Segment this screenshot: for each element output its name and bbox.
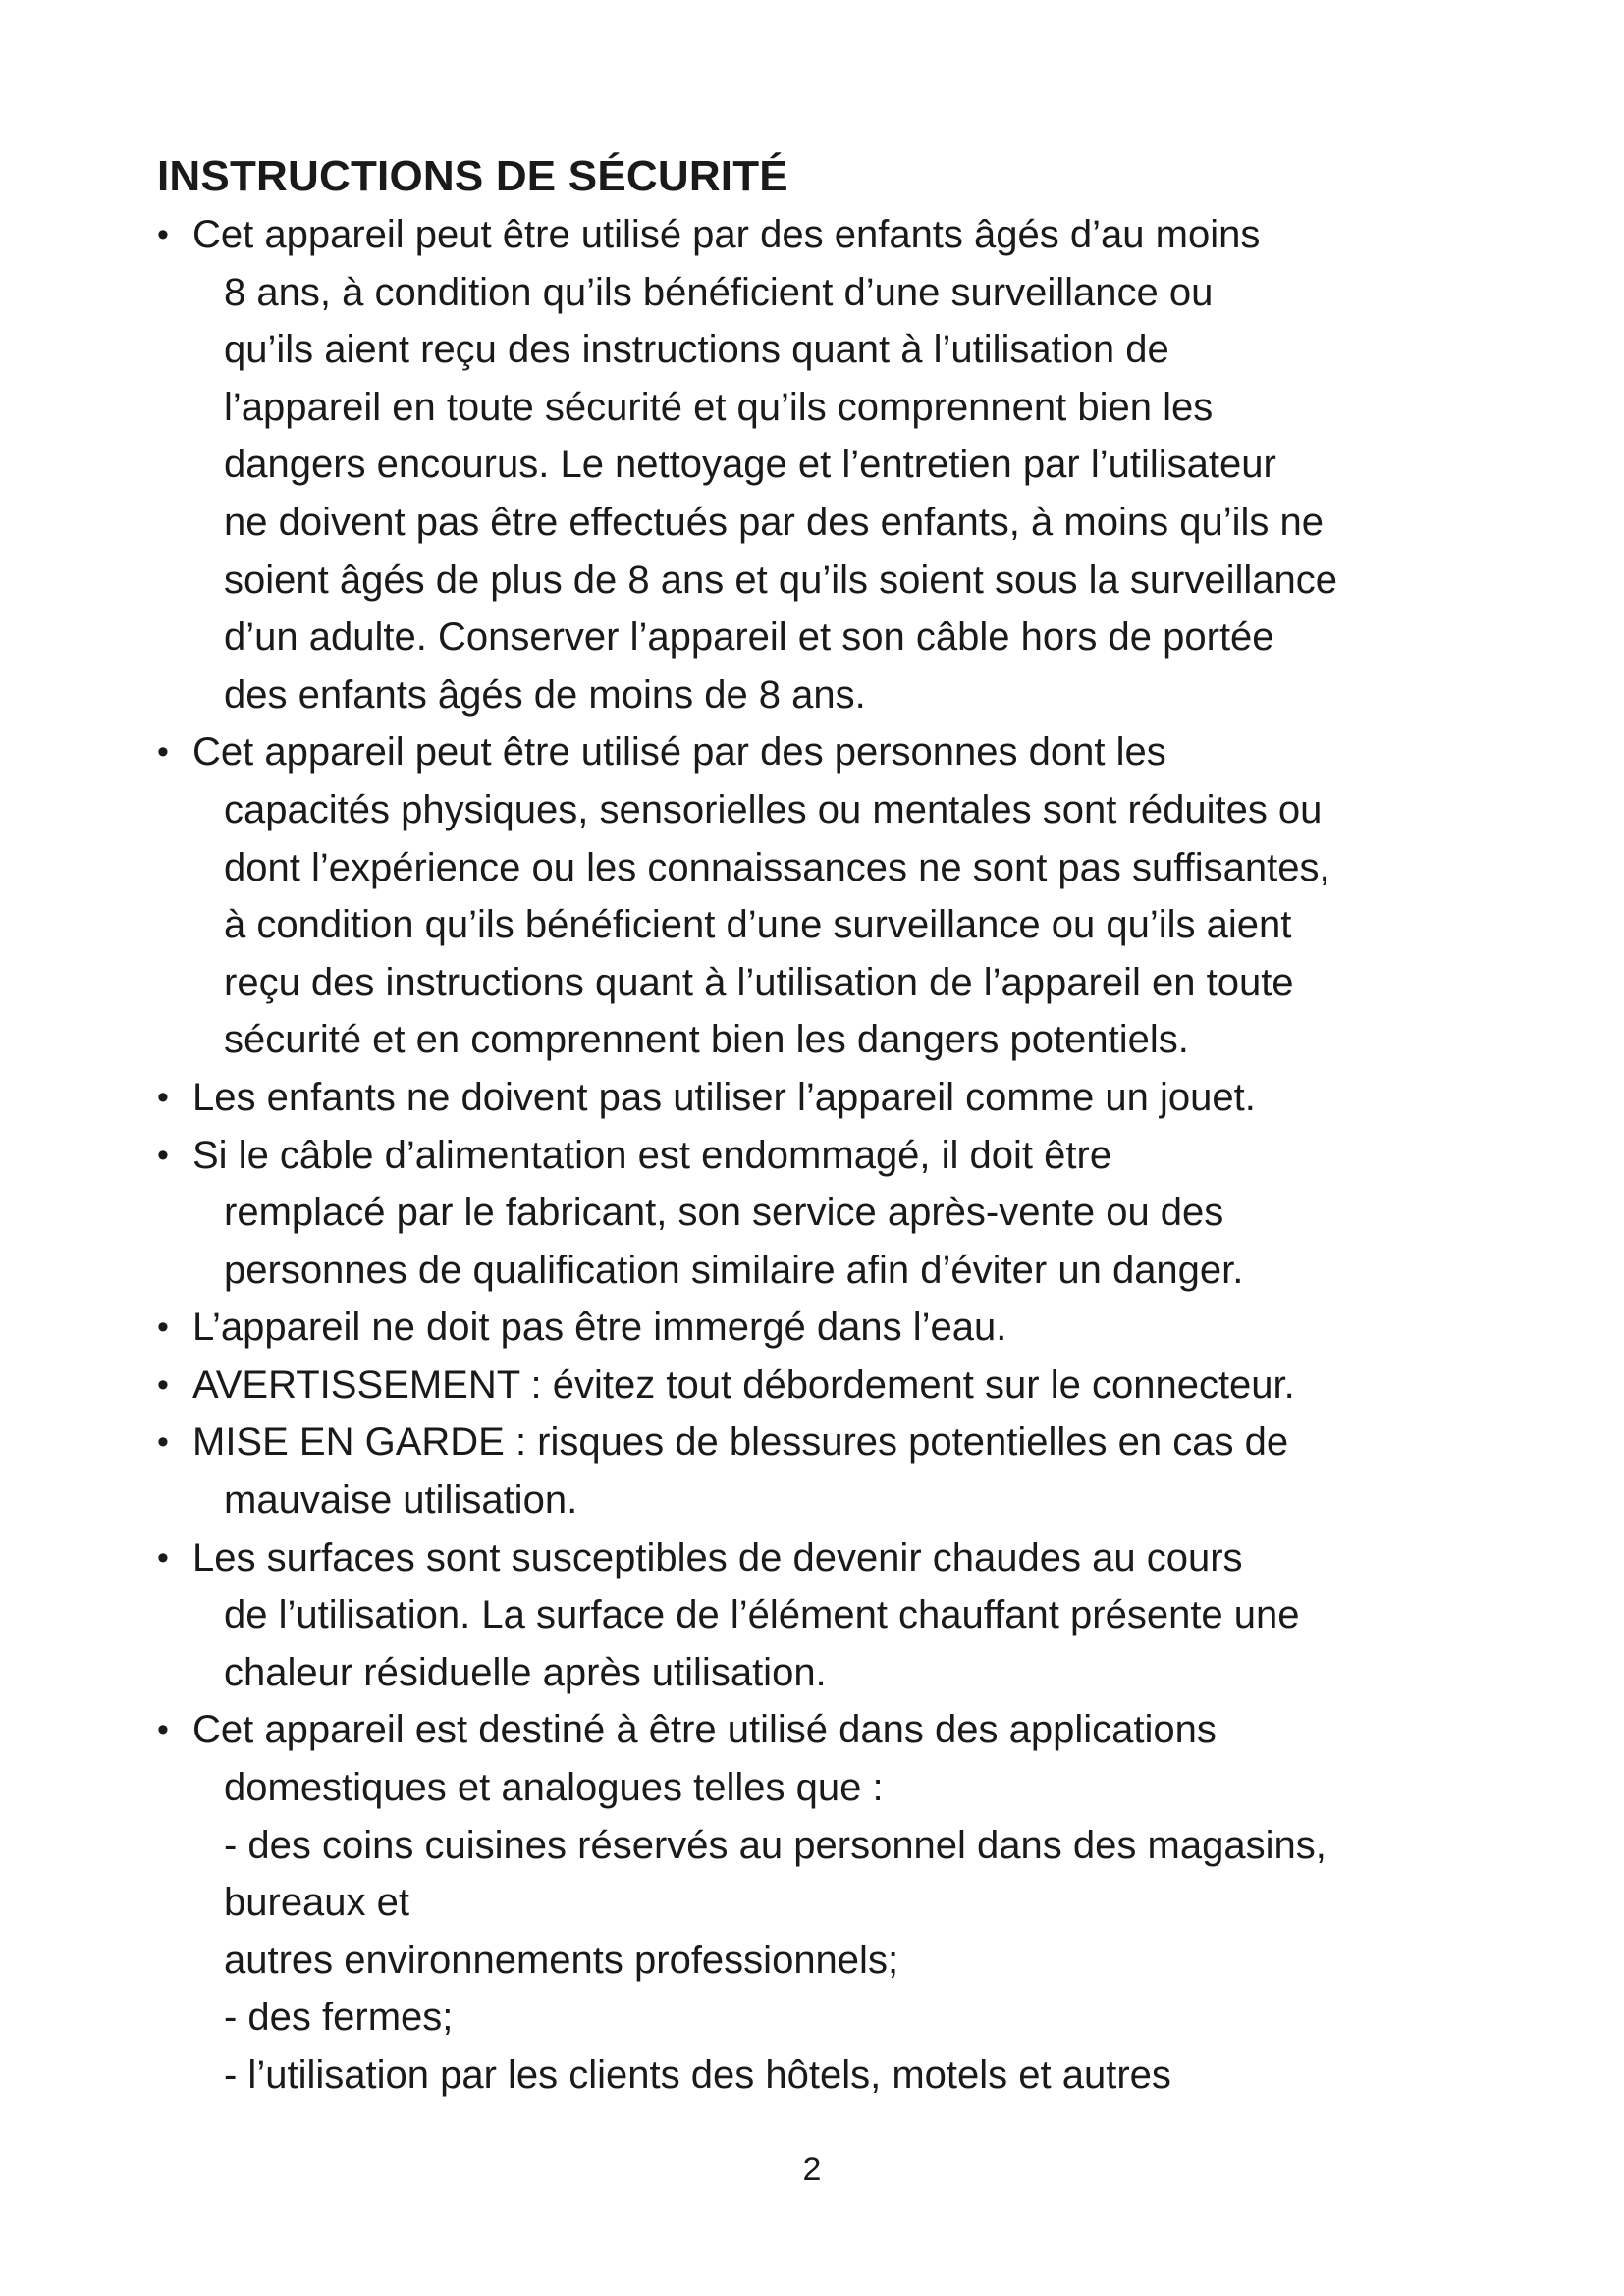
- text-line: personnes de qualification similaire afin d’éviter un danger.: [224, 1248, 1244, 1292]
- text-line: capacités physiques, sensorielles ou mentales sont réduites ou: [224, 787, 1323, 831]
- text-line: bureaux et: [224, 1881, 410, 1925]
- bullet-icon: •: [157, 1711, 169, 1749]
- text-line: AVERTISSEMENT : évitez tout débordement sur le connecteur.: [192, 1362, 1295, 1407]
- list-item: [157, 1127, 1492, 1300]
- list-item: [157, 1414, 1492, 1528]
- text-line: 8 ans, à condition qu’ils bénéficient d’une surveillance ou: [224, 270, 1214, 314]
- text-line: domestiques et analogues telles que :: [224, 1766, 884, 1810]
- list-item: [157, 1357, 1492, 1415]
- text-line: d’un adulte. Conserver l’appareil et son câble hors de portée: [224, 615, 1274, 660]
- bullet-icon: •: [157, 1423, 169, 1462]
- text-line: - l’utilisation par les clients des hôtels, motels et autres: [224, 2054, 1171, 2097]
- text-line: Les enfants ne doivent pas utiliser l’appareil comme un jouet.: [192, 1075, 1256, 1119]
- safety-instructions-list: [157, 206, 1492, 2105]
- text-line: dont l’expérience ou les connaissances ne sont pas suffisantes,: [224, 845, 1330, 889]
- text-line: l’appareil en toute sécurité et qu’ils comprennent bien les: [224, 385, 1214, 429]
- text-line: des enfants âgés de moins de 8 ans.: [224, 672, 866, 717]
- section-heading: INSTRUCTIONS DE SÉCURITÉ: [157, 152, 788, 200]
- bullet-icon: •: [157, 1308, 169, 1347]
- bullet-icon: •: [157, 1136, 169, 1174]
- text-line: MISE EN GARDE : risques de blessures potentielles en cas de: [192, 1420, 1289, 1465]
- list-item: [157, 1299, 1492, 1357]
- text-line: Si le câble d’alimentation est endommagé, il doit être: [192, 1133, 1112, 1177]
- page-number: 2: [802, 2151, 822, 2188]
- bullet-icon: •: [157, 1078, 169, 1116]
- text-line: ne doivent pas être effectués par des enfants, à moins qu’ils ne: [224, 500, 1324, 544]
- text-line: Cet appareil peut être utilisé par des personnes dont les: [192, 730, 1166, 774]
- text-line: Cet appareil est destiné à être utilisé dans des applications: [192, 1708, 1217, 1752]
- bullet-icon: •: [157, 1365, 169, 1404]
- list-item: [157, 206, 1492, 723]
- text-line: autres environnements professionnels;: [224, 1938, 899, 1982]
- list-item: [157, 1529, 1492, 1702]
- list-item: [157, 1069, 1492, 1127]
- text-line: - des fermes;: [224, 1996, 454, 2040]
- text-line: mauvaise utilisation.: [224, 1478, 578, 1522]
- text-line: chaleur résiduelle après utilisation.: [224, 1650, 827, 1694]
- text-line: remplacé par le fabricant, son service après-vente ou des: [224, 1191, 1224, 1235]
- text-line: L’appareil ne doit pas être immergé dans l’eau.: [192, 1306, 1007, 1350]
- text-line: sécurité et en comprennent bien les dangers potentiels.: [224, 1018, 1189, 1062]
- bullet-icon: •: [157, 733, 169, 772]
- text-line: Cet appareil peut être utilisé par des enfants âgés d’au moins: [192, 213, 1261, 256]
- text-line: dangers encourus. Le nettoyage et l’entretien par l’utilisateur: [224, 443, 1276, 487]
- bullet-icon: •: [157, 216, 169, 253]
- text-line: - des coins cuisines réservés au personnel dans des magasins,: [224, 1823, 1326, 1867]
- document-page: [157, 147, 1492, 2105]
- list-item: [157, 723, 1492, 1069]
- text-line: qu’ils aient reçu des instructions quant à l’utilisation de: [224, 328, 1169, 372]
- text-line: Les surfaces sont susceptibles de devenir chaudes au cours: [192, 1535, 1243, 1579]
- bullet-icon: •: [157, 1538, 169, 1576]
- text-line: soient âgés de plus de 8 ans et qu’ils soient sous la surveillance: [224, 558, 1338, 602]
- list-item: [157, 1701, 1492, 2104]
- text-line: à condition qu’ils bénéficient d’une surveillance ou qu’ils aient: [224, 903, 1292, 947]
- text-line: reçu des instructions quant à l’utilisation de l’appareil en toute: [224, 960, 1294, 1004]
- text-line: de l’utilisation. La surface de l’élément chauffant présente une: [224, 1593, 1300, 1637]
